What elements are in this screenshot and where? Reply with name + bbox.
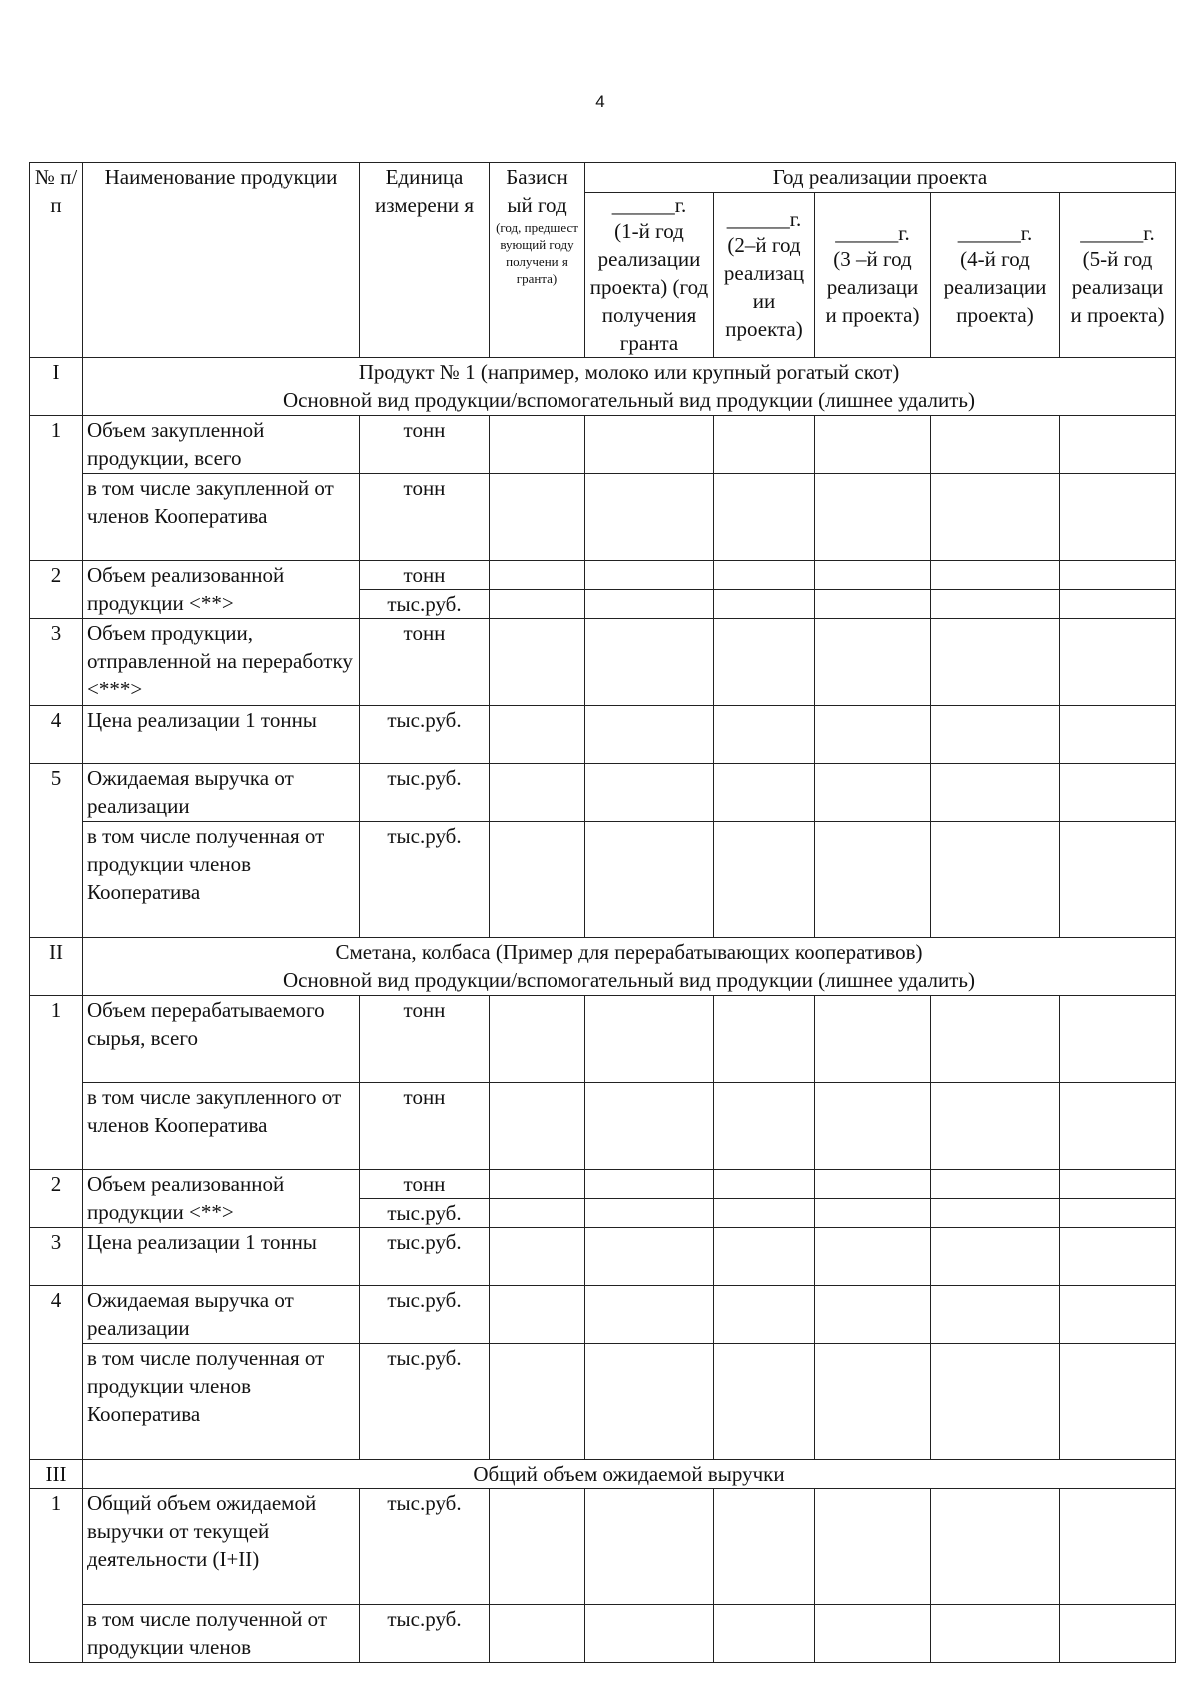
value-cell[interactable] — [714, 1199, 815, 1228]
value-cell[interactable] — [714, 1489, 815, 1605]
value-cell[interactable] — [815, 1083, 931, 1170]
table-row — [30, 1228, 1176, 1286]
value-cell[interactable] — [1060, 1170, 1176, 1199]
value-cell[interactable] — [585, 996, 714, 1083]
value-cell[interactable] — [714, 474, 815, 561]
value-cell[interactable] — [815, 996, 931, 1083]
value-cell[interactable] — [490, 1170, 585, 1199]
value-cell[interactable] — [585, 706, 714, 764]
value-cell[interactable] — [1060, 1286, 1176, 1344]
row-unit: тонн — [360, 416, 490, 474]
row-unit: тыс.руб. — [360, 1344, 490, 1460]
value-cell[interactable] — [931, 706, 1060, 764]
header-years-title: Год реализации проекта — [585, 163, 1176, 193]
value-cell[interactable] — [585, 1344, 714, 1460]
value-cell[interactable] — [1060, 1228, 1176, 1286]
header-year-1 — [585, 193, 714, 358]
value-cell[interactable] — [585, 1286, 714, 1344]
row-name: Объем перерабатываемого сырья, всего — [83, 996, 360, 1083]
section-num: II — [30, 938, 83, 996]
section-num: I — [30, 358, 83, 416]
value-cell[interactable] — [490, 1344, 585, 1460]
value-cell[interactable] — [490, 1199, 585, 1228]
value-cell[interactable] — [815, 706, 931, 764]
section-num: III — [30, 1460, 83, 1489]
row-num: 3 — [30, 1228, 83, 1286]
row-name: Объем продукции, отправленной на переработку <***> — [83, 619, 360, 706]
value-cell[interactable] — [931, 416, 1060, 474]
value-cell[interactable] — [1060, 1199, 1176, 1228]
row-num: 1 — [30, 1489, 83, 1663]
value-cell[interactable] — [1060, 1083, 1176, 1170]
value-cell[interactable] — [585, 764, 714, 822]
value-cell[interactable] — [815, 474, 931, 561]
table-row — [30, 706, 1176, 764]
value-cell[interactable] — [490, 590, 585, 619]
table-row — [30, 474, 1176, 561]
value-cell[interactable] — [1060, 1605, 1176, 1663]
table-row — [30, 1344, 1176, 1460]
value-cell[interactable] — [815, 416, 931, 474]
value-cell[interactable] — [1060, 822, 1176, 938]
value-cell[interactable] — [815, 1605, 931, 1663]
section-title: Общий объем ожидаемой выручки — [83, 1460, 1176, 1489]
value-cell[interactable] — [585, 474, 714, 561]
row-num: 1 — [30, 416, 83, 561]
value-cell[interactable] — [714, 996, 815, 1083]
row-name: Объем реализованной продукции <**> — [83, 1170, 360, 1228]
section-row — [30, 358, 1176, 416]
value-cell[interactable] — [815, 764, 931, 822]
value-cell[interactable] — [714, 1605, 815, 1663]
value-cell[interactable] — [1060, 416, 1176, 474]
year-5-blank: ______г. — [1080, 221, 1155, 245]
value-cell[interactable] — [585, 1228, 714, 1286]
row-unit-secondary: тыс.руб. — [360, 590, 490, 619]
value-cell[interactable] — [585, 1199, 714, 1228]
value-cell[interactable] — [490, 619, 585, 706]
value-cell[interactable] — [931, 1489, 1060, 1605]
value-cell[interactable] — [585, 619, 714, 706]
value-cell[interactable] — [815, 1344, 931, 1460]
table-row — [30, 416, 1176, 474]
row-unit: тонн — [360, 561, 490, 590]
year-4-blank: ______г. — [957, 221, 1033, 245]
value-cell[interactable] — [815, 1286, 931, 1344]
header-year-2 — [714, 193, 815, 358]
value-cell[interactable] — [585, 590, 714, 619]
value-cell[interactable] — [714, 561, 815, 590]
row-num: 4 — [30, 706, 83, 764]
value-cell[interactable] — [714, 1286, 815, 1344]
value-cell[interactable] — [490, 474, 585, 561]
value-cell[interactable] — [490, 1228, 585, 1286]
page-number: 4 — [595, 92, 605, 111]
row-name: Ожидаемая выручка от реализации — [83, 764, 360, 822]
value-cell[interactable] — [815, 1489, 931, 1605]
header-base-year-title: Базисн ый год — [506, 165, 568, 217]
row-num: 2 — [30, 561, 83, 619]
year-1-label: (1-й год реализации проекта) (год получения гранта — [589, 219, 709, 355]
header-year-3 — [815, 193, 931, 358]
table-row — [30, 822, 1176, 938]
table-row — [30, 619, 1176, 706]
row-name: в том числе закупленной от членов Кооператива — [83, 474, 360, 561]
production-table — [29, 162, 1176, 1663]
value-cell[interactable] — [815, 1170, 931, 1199]
year-3-label: (3 –й год реализаци и проекта) — [825, 247, 920, 327]
row-num: 3 — [30, 619, 83, 706]
value-cell[interactable] — [1060, 1344, 1176, 1460]
value-cell[interactable] — [815, 1199, 931, 1228]
row-name: в том числе закупленного от членов Кооператива — [83, 1083, 360, 1170]
header-year-5 — [1060, 193, 1176, 358]
header-base-year — [490, 163, 585, 358]
row-name: Объем закупленной продукции, всего — [83, 416, 360, 474]
value-cell[interactable] — [585, 822, 714, 938]
table-row — [30, 1605, 1176, 1663]
value-cell[interactable] — [1060, 474, 1176, 561]
value-cell[interactable] — [815, 590, 931, 619]
row-name: Общий объем ожидаемой выручки от текущей деятельности (I+II) — [83, 1489, 360, 1605]
row-name: Цена реализации 1 тонны — [83, 1228, 360, 1286]
value-cell[interactable] — [1060, 590, 1176, 619]
value-cell[interactable] — [714, 822, 815, 938]
section-title-cell — [83, 358, 1176, 416]
value-cell[interactable] — [1060, 1489, 1176, 1605]
row-unit: тонн — [360, 996, 490, 1083]
value-cell[interactable] — [714, 416, 815, 474]
value-cell[interactable] — [490, 996, 585, 1083]
value-cell[interactable] — [931, 1170, 1060, 1199]
value-cell[interactable] — [931, 561, 1060, 590]
table-row — [30, 764, 1176, 822]
value-cell[interactable] — [1060, 764, 1176, 822]
value-cell[interactable] — [931, 822, 1060, 938]
value-cell[interactable] — [931, 1199, 1060, 1228]
value-cell[interactable] — [815, 1228, 931, 1286]
table-row — [30, 561, 1176, 590]
row-unit: тонн — [360, 474, 490, 561]
value-cell[interactable] — [1060, 996, 1176, 1083]
row-unit: тыс.руб. — [360, 1605, 490, 1663]
row-unit: тыс.руб. — [360, 1489, 490, 1605]
header-unit: Единица измерени я — [360, 163, 490, 358]
value-cell[interactable] — [490, 1083, 585, 1170]
section-title-cell — [83, 938, 1176, 996]
section-title: Продукт № 1 (например, молоко или крупный рогатый скот) — [358, 360, 900, 384]
row-num: 1 — [30, 996, 83, 1170]
value-cell[interactable] — [490, 706, 585, 764]
value-cell[interactable] — [714, 1344, 815, 1460]
row-unit: тыс.руб. — [360, 822, 490, 938]
value-cell[interactable] — [585, 1083, 714, 1170]
value-cell[interactable] — [714, 590, 815, 619]
year-3-blank: ______г. — [835, 221, 910, 245]
value-cell[interactable] — [585, 1605, 714, 1663]
section-subtitle: Основной вид продукции/вспомогательный вид продукции (лишнее удалить) — [283, 388, 975, 412]
value-cell[interactable] — [714, 764, 815, 822]
value-cell[interactable] — [714, 1228, 815, 1286]
value-cell[interactable] — [1060, 619, 1176, 706]
value-cell[interactable] — [815, 561, 931, 590]
table-row — [30, 996, 1176, 1083]
header-name: Наименование продукции — [83, 163, 360, 358]
header-base-year-note: (год, предшест вующий году получени я гранта) — [496, 220, 578, 286]
section-row — [30, 1460, 1176, 1489]
value-cell[interactable] — [714, 1170, 815, 1199]
value-cell[interactable] — [1060, 561, 1176, 590]
value-cell[interactable] — [931, 619, 1060, 706]
table-row — [30, 1489, 1176, 1605]
section-title: Сметана, колбаса (Пример для перерабатывающих кооперативов) — [335, 940, 923, 964]
value-cell[interactable] — [931, 1605, 1060, 1663]
row-name: в том числе полученная от продукции членов Кооператива — [83, 822, 360, 938]
row-num: 2 — [30, 1170, 83, 1228]
value-cell[interactable] — [490, 764, 585, 822]
value-cell[interactable] — [490, 1286, 585, 1344]
row-name: Ожидаемая выручка от реализации — [83, 1286, 360, 1344]
row-unit: тыс.руб. — [360, 764, 490, 822]
value-cell[interactable] — [815, 822, 931, 938]
value-cell[interactable] — [585, 1170, 714, 1199]
value-cell[interactable] — [815, 619, 931, 706]
row-name: в том числе полученной от продукции членов — [83, 1605, 360, 1663]
year-4-label: (4-й год реализации проекта) — [943, 247, 1047, 327]
row-unit: тыс.руб. — [360, 706, 490, 764]
table-row — [30, 1170, 1176, 1199]
row-name: Объем реализованной продукции <**> — [83, 561, 360, 619]
row-unit: тонн — [360, 619, 490, 706]
value-cell[interactable] — [1060, 706, 1176, 764]
row-unit: тонн — [360, 1170, 490, 1199]
year-2-label: (2–й год реализац ии проекта) — [723, 233, 805, 341]
value-cell[interactable] — [714, 619, 815, 706]
row-num: 4 — [30, 1286, 83, 1460]
value-cell[interactable] — [585, 416, 714, 474]
value-cell[interactable] — [714, 706, 815, 764]
header-year-4 — [931, 193, 1060, 358]
value-cell[interactable] — [931, 1228, 1060, 1286]
value-cell[interactable] — [490, 416, 585, 474]
value-cell[interactable] — [931, 474, 1060, 561]
value-cell[interactable] — [931, 1083, 1060, 1170]
value-cell[interactable] — [585, 561, 714, 590]
row-unit: тыс.руб. — [360, 1286, 490, 1344]
row-unit: тонн — [360, 1083, 490, 1170]
value-cell[interactable] — [490, 1605, 585, 1663]
value-cell[interactable] — [931, 764, 1060, 822]
section-row — [30, 938, 1176, 996]
row-num: 5 — [30, 764, 83, 938]
value-cell[interactable] — [490, 1489, 585, 1605]
row-unit-secondary: тыс.руб. — [360, 1199, 490, 1228]
value-cell[interactable] — [490, 561, 585, 590]
table-row — [30, 1083, 1176, 1170]
value-cell[interactable] — [931, 996, 1060, 1083]
row-unit: тыс.руб. — [360, 1228, 490, 1286]
value-cell[interactable] — [931, 1286, 1060, 1344]
value-cell[interactable] — [714, 1083, 815, 1170]
row-name: Цена реализации 1 тонны — [83, 706, 360, 764]
section-subtitle: Основной вид продукции/вспомогательный вид продукции (лишнее удалить) — [283, 968, 975, 992]
header-num: № п/ п — [30, 163, 83, 358]
year-5-label: (5-й год реализаци и проекта) — [1070, 247, 1165, 327]
year-1-blank: ______г. — [611, 193, 687, 217]
value-cell[interactable] — [931, 1344, 1060, 1460]
table-row — [30, 1286, 1176, 1344]
year-2-blank: ______г. — [726, 207, 802, 231]
value-cell[interactable] — [585, 1489, 714, 1605]
value-cell[interactable] — [931, 590, 1060, 619]
row-name: в том числе полученная от продукции членов Кооператива — [83, 1344, 360, 1460]
value-cell[interactable] — [490, 822, 585, 938]
